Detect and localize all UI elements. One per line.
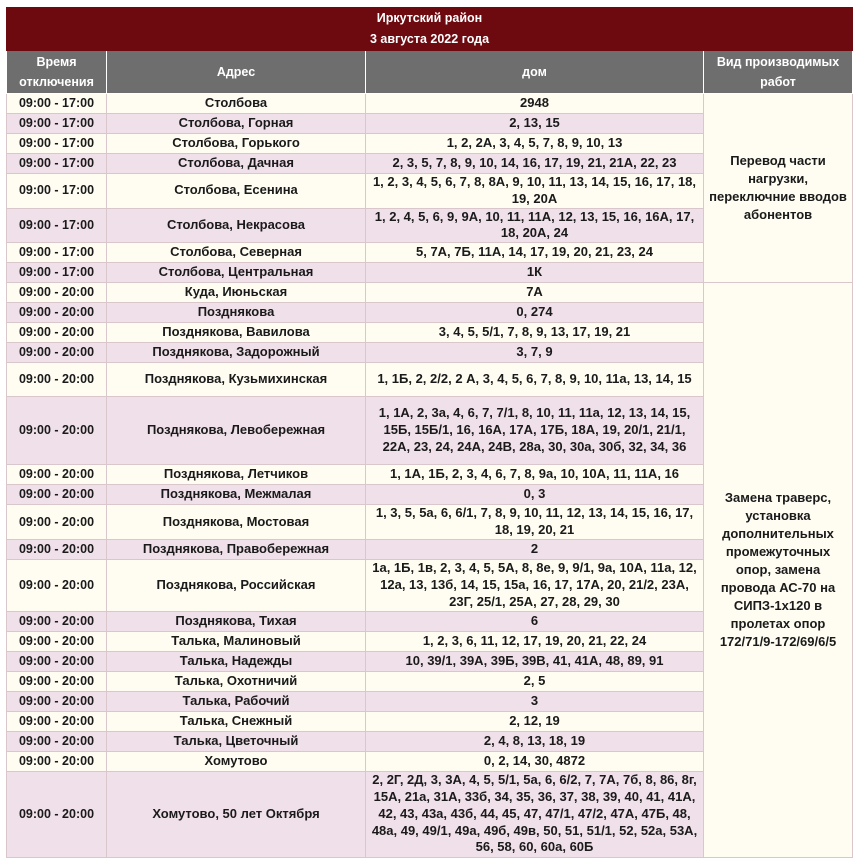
outage-time: 09:00 - 17:00 xyxy=(7,114,107,134)
outage-time: 09:00 - 20:00 xyxy=(7,485,107,505)
outage-time: 09:00 - 17:00 xyxy=(7,174,107,209)
date-title: 3 августа 2022 года xyxy=(369,32,490,46)
work-type-cell: Замена траверс, установка дополнительных промежуточных опор, замена провода АС-70 на СИПЗ-1х120 в пролетах опор 172/71/9-172/69/6/5 xyxy=(704,283,853,858)
table-title xyxy=(7,8,853,51)
address-cell: Позднякова, Летчиков xyxy=(107,465,366,485)
address-cell: Талька, Рабочий xyxy=(107,691,366,711)
address-cell: Позднякова, Правобережная xyxy=(107,539,366,559)
address-cell: Позднякова xyxy=(107,303,366,323)
outage-time: 09:00 - 20:00 xyxy=(7,671,107,691)
houses-cell: 7А xyxy=(366,283,704,303)
outage-time: 09:00 - 20:00 xyxy=(7,691,107,711)
address-cell: Позднякова, Вавилова xyxy=(107,323,366,343)
outage-time: 09:00 - 17:00 xyxy=(7,243,107,263)
houses-cell: 10, 39/1, 39А, 39Б, 39В, 41, 41А, 48, 89, 91 xyxy=(366,651,704,671)
address-cell: Столбова, Есенина xyxy=(107,174,366,209)
outage-time: 09:00 - 20:00 xyxy=(7,559,107,611)
column-header-address: Адрес xyxy=(107,51,366,94)
houses-cell: 2, 2Г, 2Д, 3, 3А, 4, 5, 5/1, 5а, 6, 6/2, 7, 7А, 7б, 8, 86, 8г, 15А, 21а, 31А, 33б, 34, 35, 36, 37, 38, 39, 40, 41, 41А, 42, 43, 43а, 43б, 44, 45, 47, 47/1, 47/2, 47А, 47Б, 48, 48а, 49, 49/1, 49а, 49б, 49в, 50, 51, 51/1, 52, 52а, 53А, 56, 58, 60, 60а, 60Б xyxy=(366,771,704,857)
outage-table-container xyxy=(6,7,852,858)
column-header-row xyxy=(7,51,853,94)
houses-cell: 5, 7А, 7Б, 11А, 14, 17, 19, 20, 21, 23, 24 xyxy=(366,243,704,263)
address-cell: Хомутово xyxy=(107,751,366,771)
address-cell: Хомутово, 50 лет Октября xyxy=(107,771,366,857)
work-type-cell: Перевод части нагрузки, переключние вводов абонентов xyxy=(704,94,853,283)
outage-table xyxy=(6,7,853,858)
houses-cell: 2, 4, 8, 13, 18, 19 xyxy=(366,731,704,751)
address-cell: Позднякова, Российская xyxy=(107,559,366,611)
outage-time: 09:00 - 20:00 xyxy=(7,751,107,771)
outage-time: 09:00 - 20:00 xyxy=(7,711,107,731)
district-title: Иркутский район xyxy=(376,11,483,25)
outage-time: 09:00 - 17:00 xyxy=(7,208,107,243)
outage-time: 09:00 - 20:00 xyxy=(7,303,107,323)
table-row xyxy=(7,283,853,303)
address-cell: Позднякова, Левобережная xyxy=(107,397,366,465)
houses-cell: 6 xyxy=(366,611,704,631)
houses-cell: 1К xyxy=(366,263,704,283)
address-cell: Столбова xyxy=(107,94,366,114)
address-cell: Талька, Малиновый xyxy=(107,631,366,651)
outage-time: 09:00 - 20:00 xyxy=(7,397,107,465)
houses-cell: 1а, 1Б, 1в, 2, 3, 4, 5, 5А, 8, 8е, 9, 9/1, 9а, 10А, 11а, 12, 12а, 13, 13б, 14, 15, 15а, 16, 17, 17А, 20, 21/2, 23А, 23Г, 25/1, 25А, 27, 28, 29, 30 xyxy=(366,559,704,611)
houses-cell: 1, 2, 3, 4, 5, 6, 7, 8, 8А, 9, 10, 11, 13, 14, 15, 16, 17, 18, 19, 20А xyxy=(366,174,704,209)
houses-cell: 2948 xyxy=(366,94,704,114)
outage-time: 09:00 - 20:00 xyxy=(7,465,107,485)
outage-time: 09:00 - 20:00 xyxy=(7,539,107,559)
outage-time: 09:00 - 20:00 xyxy=(7,731,107,751)
houses-cell: 3, 7, 9 xyxy=(366,343,704,363)
outage-time: 09:00 - 20:00 xyxy=(7,283,107,303)
outage-time: 09:00 - 20:00 xyxy=(7,363,107,397)
houses-cell: 1, 2, 2А, 3, 4, 5, 7, 8, 9, 10, 13 xyxy=(366,134,704,154)
houses-cell: 2, 12, 19 xyxy=(366,711,704,731)
address-cell: Столбова, Горького xyxy=(107,134,366,154)
outage-time: 09:00 - 20:00 xyxy=(7,651,107,671)
column-header-house: дом xyxy=(366,51,704,94)
address-cell: Столбова, Центральная xyxy=(107,263,366,283)
houses-cell: 3 xyxy=(366,691,704,711)
address-cell: Позднякова, Тихая xyxy=(107,611,366,631)
houses-cell: 2 xyxy=(366,539,704,559)
outage-time: 09:00 - 20:00 xyxy=(7,343,107,363)
outage-time: 09:00 - 20:00 xyxy=(7,631,107,651)
address-cell: Столбова, Горная xyxy=(107,114,366,134)
address-cell: Столбова, Северная xyxy=(107,243,366,263)
address-cell: Столбова, Некрасова xyxy=(107,208,366,243)
address-cell: Талька, Охотничий xyxy=(107,671,366,691)
address-cell: Столбова, Дачная xyxy=(107,154,366,174)
houses-cell: 1, 1А, 1Б, 2, 3, 4, 6, 7, 8, 9а, 10, 10А, 11, 11А, 16 xyxy=(366,465,704,485)
houses-cell: 0, 3 xyxy=(366,485,704,505)
houses-cell: 1, 1Б, 2, 2/2, 2 А, 3, 4, 5, 6, 7, 8, 9, 10, 11а, 13, 14, 15 xyxy=(366,363,704,397)
houses-cell: 1, 3, 5, 5а, 6, 6/1, 7, 8, 9, 10, 11, 12, 13, 14, 15, 16, 17, 18, 19, 20, 21 xyxy=(366,505,704,540)
address-cell: Талька, Снежный xyxy=(107,711,366,731)
outage-time: 09:00 - 17:00 xyxy=(7,134,107,154)
outage-time: 09:00 - 20:00 xyxy=(7,323,107,343)
houses-cell: 1, 1А, 2, 3а, 4, 6, 7, 7/1, 8, 10, 11, 11а, 12, 13, 14, 15, 15Б, 15Б/1, 16, 16А, 17А, 17Б, 18А, 19, 20/1, 21/1, 22А, 23, 24, 24А, 24В, 28а, 30, 30а, 30б, 32, 34, 36 xyxy=(366,397,704,465)
address-cell: Позднякова, Кузьмихинская xyxy=(107,363,366,397)
table-title-row xyxy=(7,8,853,51)
houses-cell: 2, 5 xyxy=(366,671,704,691)
address-cell: Куда, Июньская xyxy=(107,283,366,303)
table-body xyxy=(7,94,853,858)
column-header-time: Время отключения xyxy=(7,51,107,94)
houses-cell: 0, 274 xyxy=(366,303,704,323)
outage-time: 09:00 - 20:00 xyxy=(7,505,107,540)
address-cell: Талька, Цветочный xyxy=(107,731,366,751)
address-cell: Талька, Надежды xyxy=(107,651,366,671)
address-cell: Позднякова, Мостовая xyxy=(107,505,366,540)
outage-time: 09:00 - 17:00 xyxy=(7,154,107,174)
houses-cell: 2, 3, 5, 7, 8, 9, 10, 14, 16, 17, 19, 21, 21А, 22, 23 xyxy=(366,154,704,174)
houses-cell: 3, 4, 5, 5/1, 7, 8, 9, 13, 17, 19, 21 xyxy=(366,323,704,343)
outage-time: 09:00 - 17:00 xyxy=(7,94,107,114)
address-cell: Позднякова, Задорожный xyxy=(107,343,366,363)
outage-time: 09:00 - 20:00 xyxy=(7,771,107,857)
houses-cell: 0, 2, 14, 30, 4872 xyxy=(366,751,704,771)
houses-cell: 1, 2, 3, 6, 11, 12, 17, 19, 20, 21, 22, 24 xyxy=(366,631,704,651)
table-row xyxy=(7,94,853,114)
houses-cell: 1, 2, 4, 5, 6, 9, 9А, 10, 11, 11А, 12, 13, 15, 16, 16А, 17, 18, 20А, 24 xyxy=(366,208,704,243)
outage-time: 09:00 - 20:00 xyxy=(7,611,107,631)
houses-cell: 2, 13, 15 xyxy=(366,114,704,134)
outage-time: 09:00 - 17:00 xyxy=(7,263,107,283)
column-header-work: Вид производимых работ xyxy=(704,51,853,94)
address-cell: Позднякова, Межмалая xyxy=(107,485,366,505)
